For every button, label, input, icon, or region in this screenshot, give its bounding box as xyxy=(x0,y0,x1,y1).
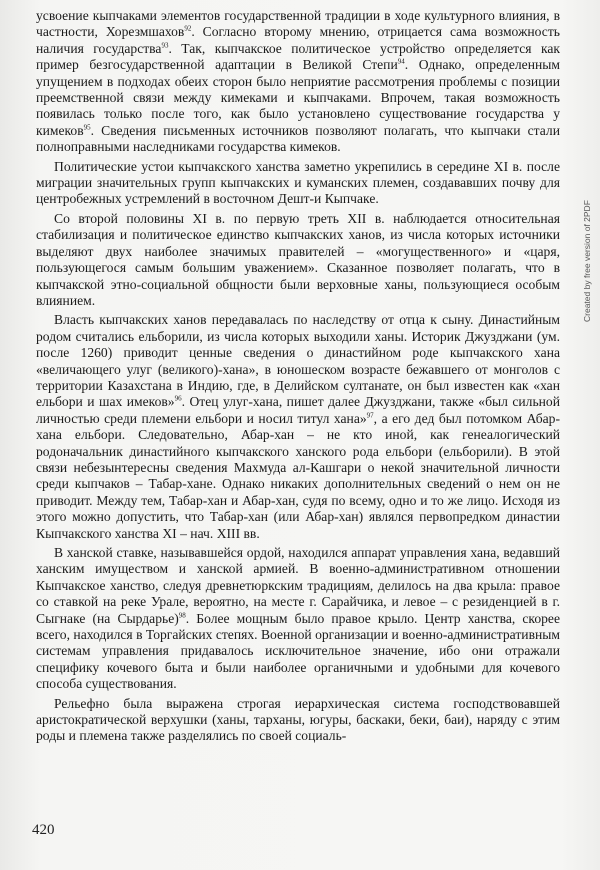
footnote-ref-98[interactable]: 98 xyxy=(178,611,186,620)
paragraph-1: усвоение кыпчаками элементов государственной традиции в ходе культурного влияния, в частности, Хорезмшахов$^{92}$. Согласно второму мнению, отрицается сама возможность наличия государства$^{93}$. Так, кыпчакское политическое устройство определяется как пример безгосударственной адаптации в Великой Степи$^{94}$. Однако, определенным упущением в подходах обеих сторон было неприятие рассмотрения проблемы с позиции преемственной связи между кимеками и кыпчаками. Впрочем, такая возможность появилась только после того, как было установлено существование государства у кимеков$^{95}$. Сведения письменных источников позволяют полагать, что кыпчаки стали полноправными наследниками государства кимеков. xyxy=(36,8,560,155)
paragraph-2: Политические устои кыпчакского ханства заметно укрепились в середине XI в. после миграции значительных групп кыпчакских и куманских племен, создававших почву для центробежных устремлений в восточном Дешт-и Кыпчаке. xyxy=(36,158,560,207)
paragraph-3: Со второй половины XI в. по первую треть XII в. наблюдается относительная стабилизация и политическое единство кыпчакских ханов, из числа которых источники выделяют двух наиболее значимых правителей – «могущественного» и «царя, пользующегося самым большим уважением». Сказанное позволяет полагать, что в кыпчакской этно-социальной общности были верховные ханы, пользующиеся особым влиянием. xyxy=(36,210,560,308)
footnote-ref-96[interactable]: 96 xyxy=(174,394,182,403)
watermark-text: Created by free version of 2PDF xyxy=(582,200,592,322)
footnote-ref-97[interactable]: 97 xyxy=(366,411,374,420)
paragraph-5: В ханской ставке, называвшейся ордой, находился аппарат управления хана, ведавший ханским имуществом и ханской армией. В военно-административном отношении Кыпчакское ханство, следуя древнетюркским традициям, делилось на два крыла: правое со ставкой на реке Урале, вероятно, на месте г. Сарайчика, и левое – с резиденцией в г. Сыгнаке (на Сырдарье)$^{98}$. Более мощным было правое крыло. Центр ханства, скорее всего, находился в Торгайских степях. Военной организации и военно-административным системам управления придавалось исключительное значение, ибо они отражали специфику кочевого быта и были наиболее органичными и удобными для кочевого способа существования. xyxy=(36,545,560,692)
footnote-ref-93[interactable]: 93 xyxy=(161,41,169,50)
footnote-ref-92[interactable]: 92 xyxy=(184,24,192,33)
body-text xyxy=(36,8,560,748)
page-number: 420 xyxy=(32,822,55,838)
paragraph-6: Рельефно была выражена строгая иерархическая система господствовавшей аристократической верхушки (ханы, тарханы, югуры, баскаки, беки, баи), наряду с этим роды и племена также разделялись по своей социаль- xyxy=(36,695,560,744)
footnote-ref-94[interactable]: 94 xyxy=(397,57,405,66)
footnote-ref-95[interactable]: 95 xyxy=(83,123,91,132)
paragraph-4: Власть кыпчакских ханов передавалась по наследству от отца к сыну. Династийным родом считались ельборили, из числа которых выходили ханы. Историк Джузджани (ум. после 1260) приводит ценные сведения о династийном роде кыпчакского хана «величающего улуг (великого)-хана», в юношеском возрасте бежавшего от монголов с территории Казахстана в Индию, где, в Делийском султанате, он был известен как «хан ельбори и шах имеков»$^{96}$. Отец улуг-хана, пишет далее Джузджани, также «был сильной личностью среди племени ельбори и носил титул хана»$^{97}$, а его дед был потомком Абар-хана ельбори. Следовательно, Абар-хан – не кто иной, как генеалогический родоначальник династийного кыпчакского ханского рода ельбори (ельборили). В этой связи небезынтересны сведения Махмуда ал-Кашгари о некой значительной личности среди кыпчаков – Табар-хане. Однако никаких дополнительных сведений о нем он не приводит. Между тем, Табар-хан и Абар-хан, судя по всему, одно и то же лицо. Исходя из этого можно допустить, что Табар-хан (или Абар-хан) являлся первопредком династии Кыпчакского ханства XI – нач. XIII вв. xyxy=(36,312,560,541)
